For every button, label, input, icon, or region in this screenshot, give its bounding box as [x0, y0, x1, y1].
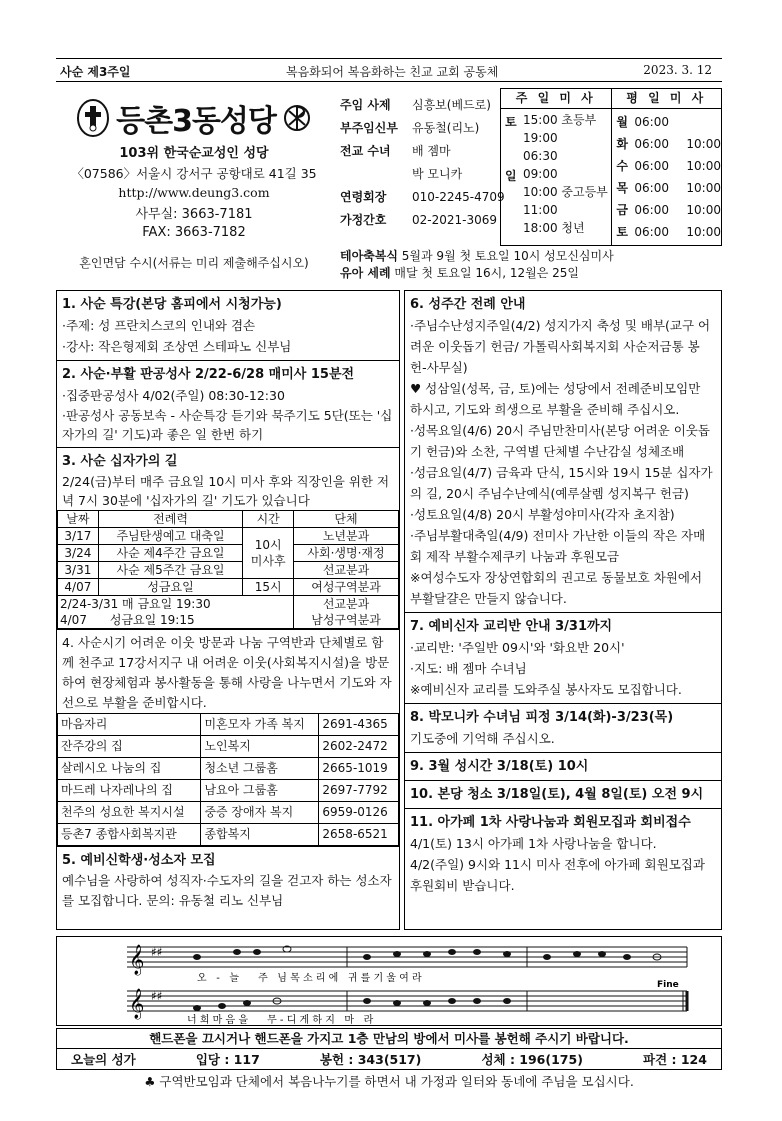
- weekday-mass: [612, 109, 721, 245]
- blessing-value: 5월과 9월 첫 토요일 10시 성모신심미사: [401, 249, 614, 263]
- table-cell: 천주의 성요한 복지시설: [58, 802, 201, 824]
- table-cell: 노인복지: [201, 736, 319, 758]
- wedding-notice: 혼인면담 수시(서류는 미리 제출해주십시오): [79, 256, 309, 270]
- table-cell: [58, 596, 294, 629]
- mass-time: 10:00: [686, 181, 721, 195]
- evening-line: 4/07 성금요일 19:15: [60, 613, 195, 627]
- table-cell: 여성구역분과: [294, 579, 399, 596]
- staff-value: 심흥보(베드로): [412, 98, 491, 112]
- top-bar: [56, 58, 722, 82]
- section-line: ·성토요일(4/8) 20시 부활성야미사(각자 초지참): [410, 507, 675, 522]
- table-cell: 잔주강의 집: [58, 736, 201, 758]
- table-cell: 미혼모자 가족 복지: [201, 714, 319, 736]
- table-cell: 선교분과 남성구역분과: [294, 596, 399, 629]
- table-cell: 살레시오 나눔의 집: [58, 758, 201, 780]
- table-cell: 3/31: [58, 562, 99, 579]
- section-line: ·주님수난성지주일(4/2) 성지가지 축성 및 배부(교구 어려운 이웃돕기 헌금/ 가톨릭사회복지회 사순저금통 봉헌-사무실): [410, 318, 711, 375]
- weekday: 금: [616, 203, 628, 217]
- table-cell: 3/17: [58, 528, 99, 545]
- section-line: ·지도: 배 젬마 수녀님: [410, 661, 527, 676]
- weekday: 수: [616, 159, 628, 173]
- staff-row: [340, 163, 505, 186]
- table-cell: 사회·생명·재정: [294, 545, 399, 562]
- section-line: ·교리반: '주일반 09시'와 '화요반 20시': [410, 640, 625, 655]
- table-cell: 청소년 그룹홈: [201, 758, 319, 780]
- svg-text:𝄞: 𝄞: [129, 989, 145, 1019]
- baptism-value: 매달 첫 토요일 16시, 12월은 25일: [394, 266, 579, 280]
- staff-value: 02-2021-3069: [412, 213, 498, 227]
- blessing-line: [340, 248, 614, 265]
- weekday: 토: [616, 225, 628, 239]
- svg-text:♯♯: ♯♯: [151, 989, 163, 1003]
- staff-row: [340, 209, 505, 232]
- mass-header: [501, 89, 721, 109]
- weekday-row: [616, 155, 721, 177]
- section-line: ·강사: 작은형제회 조상연 스테파노 신부님: [62, 339, 292, 354]
- section-line: 2/24(금)부터 매주 금요일 10시 미사 후와 직장인을 위한 저녁 7시 30분에 '십자가의 길' 기도가 있습니다: [62, 474, 390, 508]
- mass-time: 10:00: [686, 225, 721, 239]
- section-line: 4/2(주일) 9시와 11시 미사 전후에 아가페 회원모집과 후원회비 받습니다.: [410, 857, 705, 893]
- section-line: ·주제: 성 프란치스코의 인내와 겸손: [62, 318, 256, 333]
- table-header-row: [58, 511, 399, 528]
- svg-text:♯♯: ♯♯: [151, 945, 163, 959]
- section-title: 3. 사순 십자가의 길: [62, 454, 178, 469]
- lyrics-line: 오 - 늘 주 님 목 소 리 에 귀 를 기 울 여 라: [197, 973, 422, 984]
- mass-time: 11:00: [523, 203, 558, 217]
- weekday-row: [616, 133, 721, 155]
- section-line: ·성목요일(4/6) 20시 주님만찬미사(본당 어려운 이웃돕기 헌금)와 소찬, 구역별 단체별 수난감실 성체조배: [410, 423, 710, 459]
- office-phone: 사무실: 3663-7181: [135, 207, 253, 222]
- staff-role: 주임 사제: [340, 98, 391, 112]
- section-lenten-lecture: [57, 291, 399, 361]
- hymn-bar: [56, 1048, 722, 1070]
- staff-role: 연령회장: [340, 190, 387, 204]
- section-line: ·집중판공성사 4/02(주일) 08:30-12:30: [62, 388, 285, 403]
- saturday-label: 토: [505, 115, 517, 129]
- section-title: 6. 성주간 전례 안내: [410, 297, 526, 312]
- table-row: [58, 562, 399, 579]
- parish-url[interactable]: http://www.deung3.com: [118, 185, 270, 200]
- section-line: ·판공성사 공동보속 - 사순특강 듣기와 묵주기도 5단(또는 '십자가의 길' 기도)과 좋은 일 한번 하기: [62, 408, 393, 442]
- table-cell: 사순 제5주간 금요일: [98, 562, 242, 579]
- issue-date: 2023. 3. 12: [643, 63, 712, 77]
- staff-row: [340, 94, 505, 117]
- weekday-row: [616, 221, 721, 243]
- fine-mark: Fine: [657, 980, 679, 990]
- weekday-mass-title: 평 일 미 사: [626, 91, 707, 105]
- week-label: 사순 제3주일: [60, 65, 131, 79]
- weekday: 월: [616, 115, 628, 129]
- table-cell: 2665-1019: [319, 758, 399, 780]
- mass-time: 09:00: [523, 167, 558, 181]
- section-title: 9. 3월 성시간 3/18(토) 10시: [410, 759, 589, 774]
- sunday-label: 일: [505, 169, 517, 183]
- mass-body: [501, 109, 721, 245]
- chi-rho-icon: [282, 103, 312, 133]
- staff-value: 배 젬마: [412, 144, 451, 158]
- section-confession: [57, 361, 399, 448]
- parish-name: 등촌3동성당: [116, 104, 276, 139]
- section-title: 8. 박모니카 수녀님 피정 3/14(화)-3/23(목): [410, 710, 674, 725]
- table-cell: 주님탄생예고 대축일: [98, 528, 242, 545]
- right-column: [404, 290, 722, 930]
- music-score: [56, 936, 722, 1026]
- table-cell: 2691-4365: [319, 714, 399, 736]
- table-cell: 15시: [243, 579, 294, 596]
- table-cell: 4/07: [58, 579, 99, 596]
- sunday-mass-title: 주 일 미 사: [501, 89, 612, 108]
- section-catechumen: [405, 613, 721, 704]
- sunday-mass: [501, 109, 612, 245]
- fax-number: FAX: 3663-7182: [142, 225, 246, 240]
- section-title: 5. 예비신학생·성소자 모집: [62, 853, 216, 868]
- facility-table: [57, 713, 399, 846]
- section-holy-week: [405, 291, 721, 613]
- weekday-row: [616, 199, 721, 221]
- table-cell: 선교분과: [294, 562, 399, 579]
- staff-row: [340, 117, 505, 140]
- staff-value: 박 모니카: [412, 167, 463, 181]
- section-cleaning: [405, 781, 721, 809]
- mass-time: 06:00: [634, 137, 669, 151]
- weekday: 목: [616, 181, 628, 195]
- section-line: ※여성수도자 장상연합회의 권고로 동물보호 차원에서 부활달걀은 만들지 않습니다.: [410, 570, 703, 606]
- music-staff: [57, 937, 721, 1025]
- mass-schedule: [500, 88, 722, 246]
- hymn-communion: 성체 : 196(175): [481, 1052, 583, 1067]
- table-cell: 마음자리: [58, 714, 201, 736]
- section-line: 기도중에 기억해 주십시오.: [410, 731, 555, 746]
- staff-value: 유동철(리노): [412, 121, 480, 135]
- table-cell: 2602-2472: [319, 736, 399, 758]
- table-cell: 6959-0126: [319, 802, 399, 824]
- section-title: 2. 사순·부활 판공성사 2/22-6/28 매미사 15분전: [62, 367, 355, 382]
- table-cell: 3/24: [58, 545, 99, 562]
- lyrics-line: 너 희 마 음 을 무 - 디 게 하 지 마 라: [187, 1015, 374, 1025]
- table-cell: 등촌7 종합사회복지관: [58, 824, 201, 846]
- section-title: 1. 사순 특강(본당 홈피에서 시청가능): [62, 297, 282, 312]
- mass-time: 10:00 중고등부: [523, 185, 608, 199]
- hymn-offertory: 봉헌 : 343(517): [319, 1052, 422, 1067]
- table-row: [58, 596, 399, 629]
- motto: 복음화되어 복음화하는 친교 교회 공동체: [286, 65, 499, 79]
- mass-time: 10:00: [686, 203, 721, 217]
- table-row: [58, 824, 399, 846]
- table-row: [58, 780, 399, 802]
- section-line: 4/1(토) 13시 아가페 1차 사랑나눔을 합니다.: [410, 836, 657, 851]
- phone-notice: 핸드폰을 끄시거나 핸드폰을 가지고 1층 만남의 방에서 미사를 봉헌해 주시기 바랍니다.: [56, 1028, 722, 1048]
- weekday-row: [616, 177, 721, 199]
- section-line: ·성금요일(4/7) 금육과 단식, 15시와 19시 15분 십자가의 길, 20시 주님수난예식(예루살렘 성지복구 헌금): [410, 465, 713, 501]
- mass-time: 10:00: [686, 159, 721, 173]
- section-vocation: [57, 847, 399, 914]
- baptism-label: 유아 세례: [340, 266, 391, 280]
- baptism-line: [340, 265, 614, 282]
- section-holy-hour: [405, 753, 721, 781]
- table-cell: 마드레 나자레나의 집: [58, 780, 201, 802]
- section-title: 10. 본당 청소 3/18일(토), 4월 8일(토) 오전 9시: [410, 787, 704, 802]
- column-header: 전례력: [98, 511, 242, 528]
- table-cell: 10시 미사후: [243, 528, 294, 579]
- table-cell: 2697-7792: [319, 780, 399, 802]
- staff-role: 가정간호: [340, 213, 387, 227]
- evening-line: 2/24-3/31 매 금요일 19:30: [60, 597, 211, 611]
- table-row: [58, 545, 399, 562]
- stations-schedule-table: [57, 510, 399, 629]
- table-row: [58, 736, 399, 758]
- section-stations-of-cross: [57, 448, 399, 630]
- parish-subtitle: 103위 한국순교성인 성당: [119, 146, 269, 161]
- section-retreat: [405, 704, 721, 753]
- weekday: 화: [616, 137, 628, 151]
- section-line: 예수님을 사랑하여 성직자·수도자의 길을 걷고자 하는 성소자를 모집합니다. 문의: 유동철 리노 신부님: [62, 873, 392, 908]
- staff-list: [340, 94, 505, 232]
- table-cell: 종합복지: [201, 824, 319, 846]
- table-cell: 노년분과: [294, 528, 399, 545]
- mass-time: 18:00 청년: [523, 221, 585, 235]
- mass-time: 19:00: [523, 131, 558, 145]
- table-cell: 남요아 그룹홈: [201, 780, 319, 802]
- table-cell: 성금요일: [98, 579, 242, 596]
- staff-role: 전교 수녀: [340, 144, 391, 158]
- mass-time: 06:00: [634, 159, 669, 173]
- staff-value: 010-2245-4709: [412, 190, 505, 204]
- hymn-entrance: 입당 : 117: [195, 1052, 260, 1067]
- table-cell: 2658-6521: [319, 824, 399, 846]
- table-row: [58, 758, 399, 780]
- column-header: 단체: [294, 511, 399, 528]
- section-line: ♥ 성삼일(성목, 금, 토)에는 성당에서 전례준비모임만 하시고, 기도와 희생으로 부활을 준비해 주십시오.: [410, 381, 701, 417]
- section-neighbor-visit: [57, 630, 399, 847]
- svg-text:𝄞: 𝄞: [129, 945, 145, 975]
- blessing-label: 테아축복식: [340, 249, 398, 263]
- closing-message: ♣ 구역반모임과 단체에서 복음나누기를 하면서 내 가정과 일터와 동네에 주님을 모십시다.: [144, 1074, 634, 1089]
- left-column: [56, 290, 400, 930]
- table-row: [58, 528, 399, 545]
- sacrament-info: [340, 248, 614, 282]
- parish-emblem-icon: [76, 98, 110, 138]
- mass-time: 15:00 초등부: [523, 113, 597, 127]
- table-row: [58, 802, 399, 824]
- staff-row: [340, 186, 505, 209]
- weekday-row: [616, 111, 721, 133]
- section-line: ·주님부활대축일(4/9) 전미사 가난한 이들의 작은 자매회 제작 부활수제쿠키 나눔과 후원모금: [410, 528, 706, 564]
- hymn-recessional: 파견 : 124: [643, 1052, 707, 1067]
- parish-info: [56, 96, 332, 271]
- mass-time: 06:00: [634, 115, 669, 129]
- section-agape: [405, 809, 721, 899]
- table-row: [58, 714, 399, 736]
- mass-time: 10:00: [686, 137, 721, 151]
- parish-address: 〈07586〉서울시 강서구 공항대로 41길 35: [71, 166, 317, 181]
- column-header: 시간: [243, 511, 294, 528]
- mass-time: 06:00: [634, 181, 669, 195]
- table-cell: 사순 제4주간 금요일: [98, 545, 242, 562]
- section-line: ※예비신자 교리를 도와주실 봉사자도 모집합니다.: [410, 682, 682, 697]
- staff-role: 부주임신부: [340, 121, 398, 135]
- column-header: 날짜: [58, 511, 99, 528]
- staff-role: [340, 163, 412, 186]
- mass-time: 06:30: [523, 149, 558, 163]
- table-row: [58, 579, 399, 596]
- mass-time: 06:00: [634, 225, 669, 239]
- parish-logo-row: [56, 96, 332, 140]
- section-title: 7. 예비신자 교리반 안내 3/31까지: [410, 619, 613, 634]
- staff-row: [340, 140, 505, 163]
- section-title: 11. 아가페 1차 사랑나눔과 회원모집과 회비접수: [410, 815, 691, 830]
- mass-time: 06:00: [634, 203, 669, 217]
- hymn-label: 오늘의 성가: [71, 1052, 136, 1067]
- section-title: 4. 사순시기 어려운 이웃 방문과 나눔 구역반과 단체별로 함께 천주교 17강서지구 내 어려운 이웃(사회복지시설)을 방문하여 현장체험과 봉사활동을 통해 사랑을 나누면서 기도와 자선으로 부활을 준비합시다.: [62, 635, 392, 710]
- table-cell: 중증 장애자 복지: [201, 802, 319, 824]
